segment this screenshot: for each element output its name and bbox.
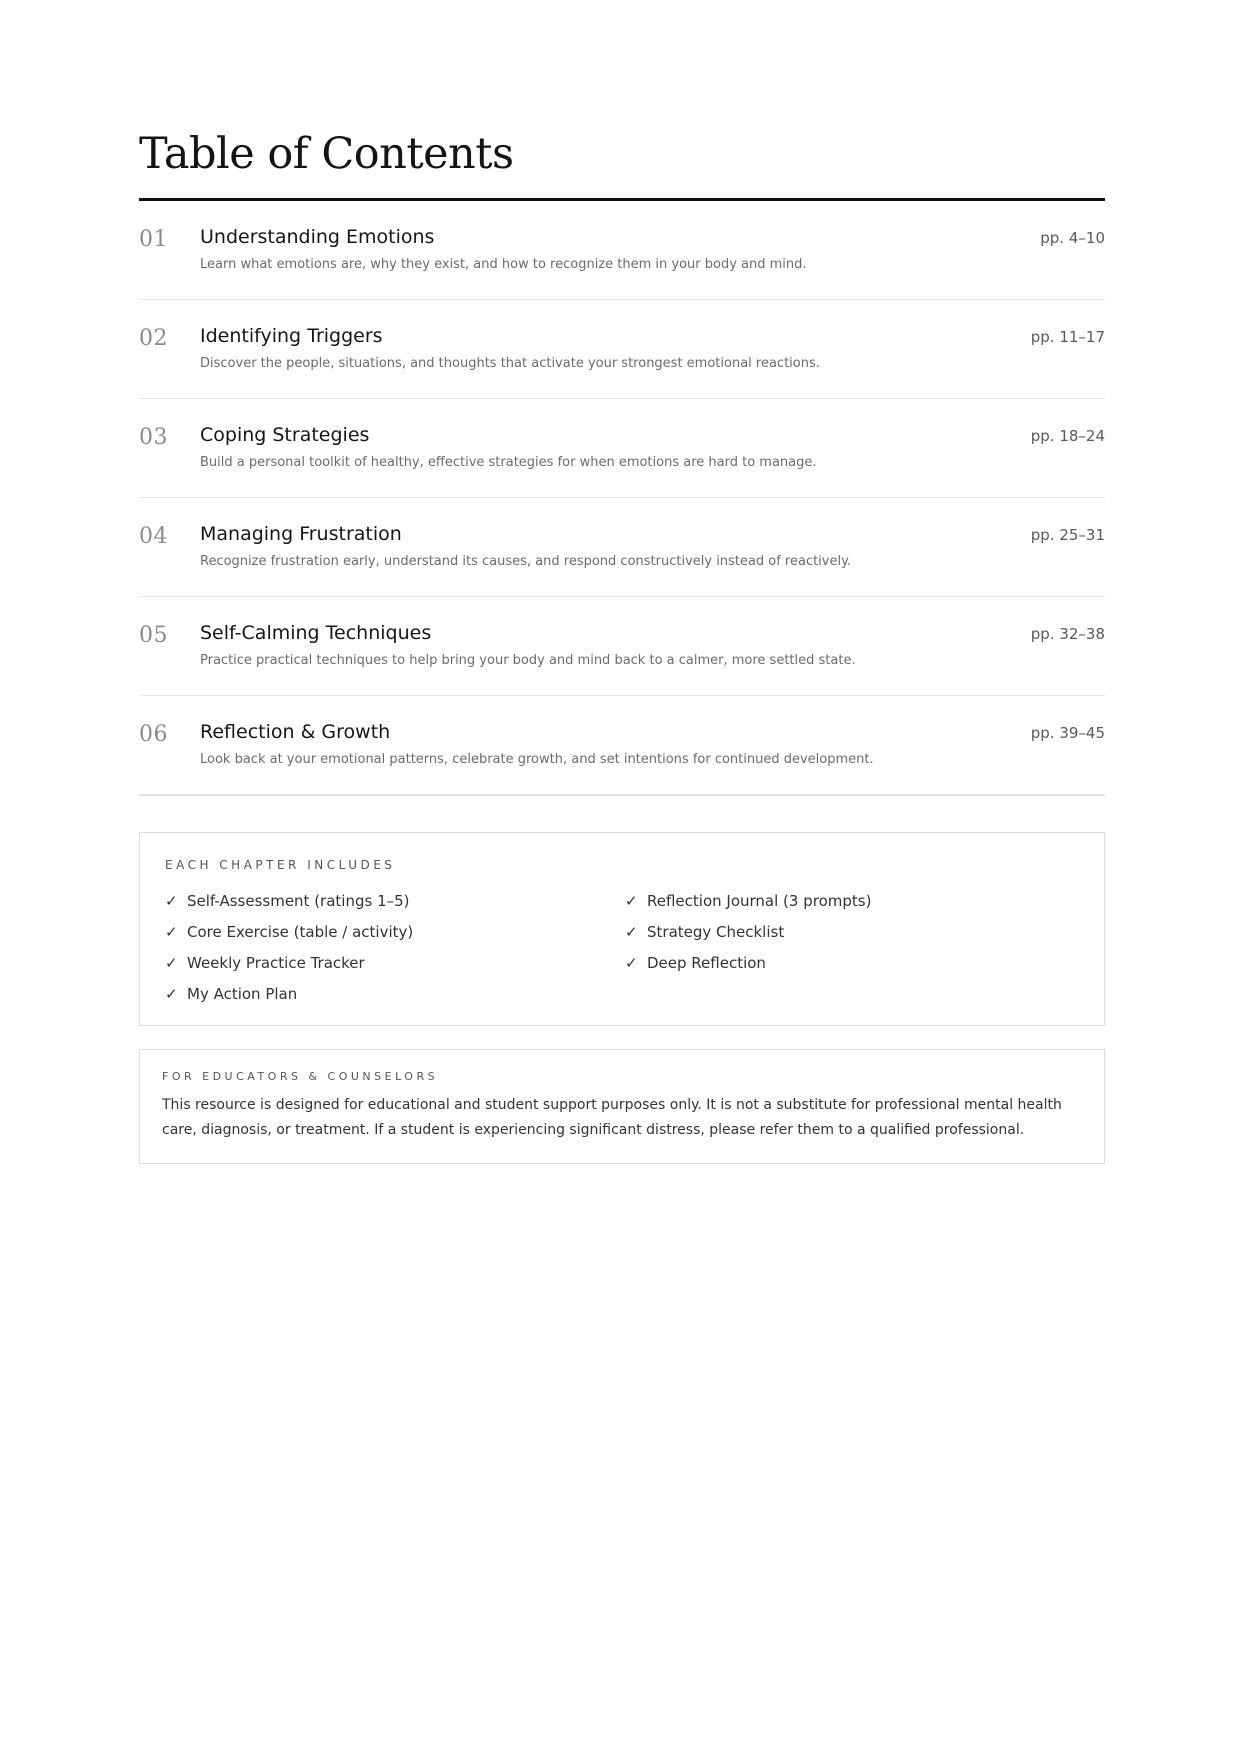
include-item <box>625 917 871 948</box>
include-item <box>165 948 413 979</box>
chapter-description: Build a personal toolkit of healthy, effective strategies for when emotions are hard to manage. <box>200 455 817 470</box>
chapter-page-range: pp. 32–38 <box>1030 625 1105 643</box>
include-item-label: Strategy Checklist <box>647 923 785 941</box>
educators-note-box <box>139 1049 1105 1164</box>
check-icon: ✓ <box>165 954 178 972</box>
toc-entry-06[interactable] <box>139 696 1105 796</box>
toc-list <box>139 201 1105 796</box>
check-icon: ✓ <box>625 954 638 972</box>
chapter-title: Understanding Emotions <box>200 226 435 248</box>
include-item-label: My Action Plan <box>187 985 298 1003</box>
page-title: Table of Contents <box>139 129 514 179</box>
chapter-description: Learn what emotions are, why they exist, and how to recognize them in your body and mind. <box>200 257 807 272</box>
check-icon: ✓ <box>165 985 178 1003</box>
toc-entry-05[interactable] <box>139 597 1105 696</box>
chapter-description: Look back at your emotional patterns, celebrate growth, and set intentions for continued development. <box>200 752 874 767</box>
include-item-label: Core Exercise (table / activity) <box>187 923 414 941</box>
chapter-page-range: pp. 25–31 <box>1030 526 1105 544</box>
toc-entry-02[interactable] <box>139 300 1105 399</box>
chapter-number: 06 <box>139 722 168 747</box>
chapter-number: 04 <box>139 524 168 549</box>
include-item <box>625 886 871 917</box>
chapter-description: Recognize frustration early, understand its causes, and respond constructively instead of reactively. <box>200 554 852 569</box>
chapter-page-range: pp. 39–45 <box>1030 724 1105 742</box>
chapter-title: Self-Calming Techniques <box>200 622 432 644</box>
educators-note-text: This resource is designed for educational and student support purposes only. It is not a substitute for professional mental health care, diagnosis, or treatment. If a student is experiencing significant distress, please refer them to a qualified professional. <box>162 1097 1062 1138</box>
chapter-description: Practice practical techniques to help bring your body and mind back to a calmer, more settled state. <box>200 653 856 668</box>
check-icon: ✓ <box>165 892 178 910</box>
include-item <box>165 917 413 948</box>
include-item <box>165 979 413 1010</box>
include-item-label: Reflection Journal (3 prompts) <box>647 892 872 910</box>
include-item <box>625 948 871 979</box>
chapter-number: 03 <box>139 425 168 450</box>
include-item-label: Weekly Practice Tracker <box>187 954 365 972</box>
chapter-includes-left-column <box>165 886 413 1010</box>
toc-entry-04[interactable] <box>139 498 1105 597</box>
include-item-label: Self-Assessment (ratings 1–5) <box>187 892 410 910</box>
check-icon: ✓ <box>625 923 638 941</box>
include-item-label: Deep Reflection <box>647 954 766 972</box>
chapter-title: Managing Frustration <box>200 523 402 545</box>
chapter-description: Discover the people, situations, and thoughts that activate your strongest emotional reactions. <box>200 356 820 371</box>
chapter-includes-right-column <box>625 886 871 979</box>
chapter-title: Reflection & Growth <box>200 721 391 743</box>
chapter-number: 01 <box>139 227 168 252</box>
chapter-number: 02 <box>139 326 168 351</box>
chapter-includes-box <box>139 832 1105 1026</box>
chapter-page-range: pp. 4–10 <box>1040 229 1105 247</box>
include-item <box>165 886 413 917</box>
toc-entry-01[interactable] <box>139 201 1105 300</box>
chapter-page-range: pp. 11–17 <box>1030 328 1105 346</box>
chapter-includes-heading: EACH CHAPTER INCLUDES <box>165 858 396 872</box>
toc-entry-03[interactable] <box>139 399 1105 498</box>
educators-note-heading: FOR EDUCATORS & COUNSELORS <box>162 1070 439 1083</box>
chapter-title: Coping Strategies <box>200 424 370 446</box>
check-icon: ✓ <box>625 892 638 910</box>
chapter-page-range: pp. 18–24 <box>1030 427 1105 445</box>
chapter-title: Identifying Triggers <box>200 325 383 347</box>
check-icon: ✓ <box>165 923 178 941</box>
chapter-number: 05 <box>139 623 168 648</box>
